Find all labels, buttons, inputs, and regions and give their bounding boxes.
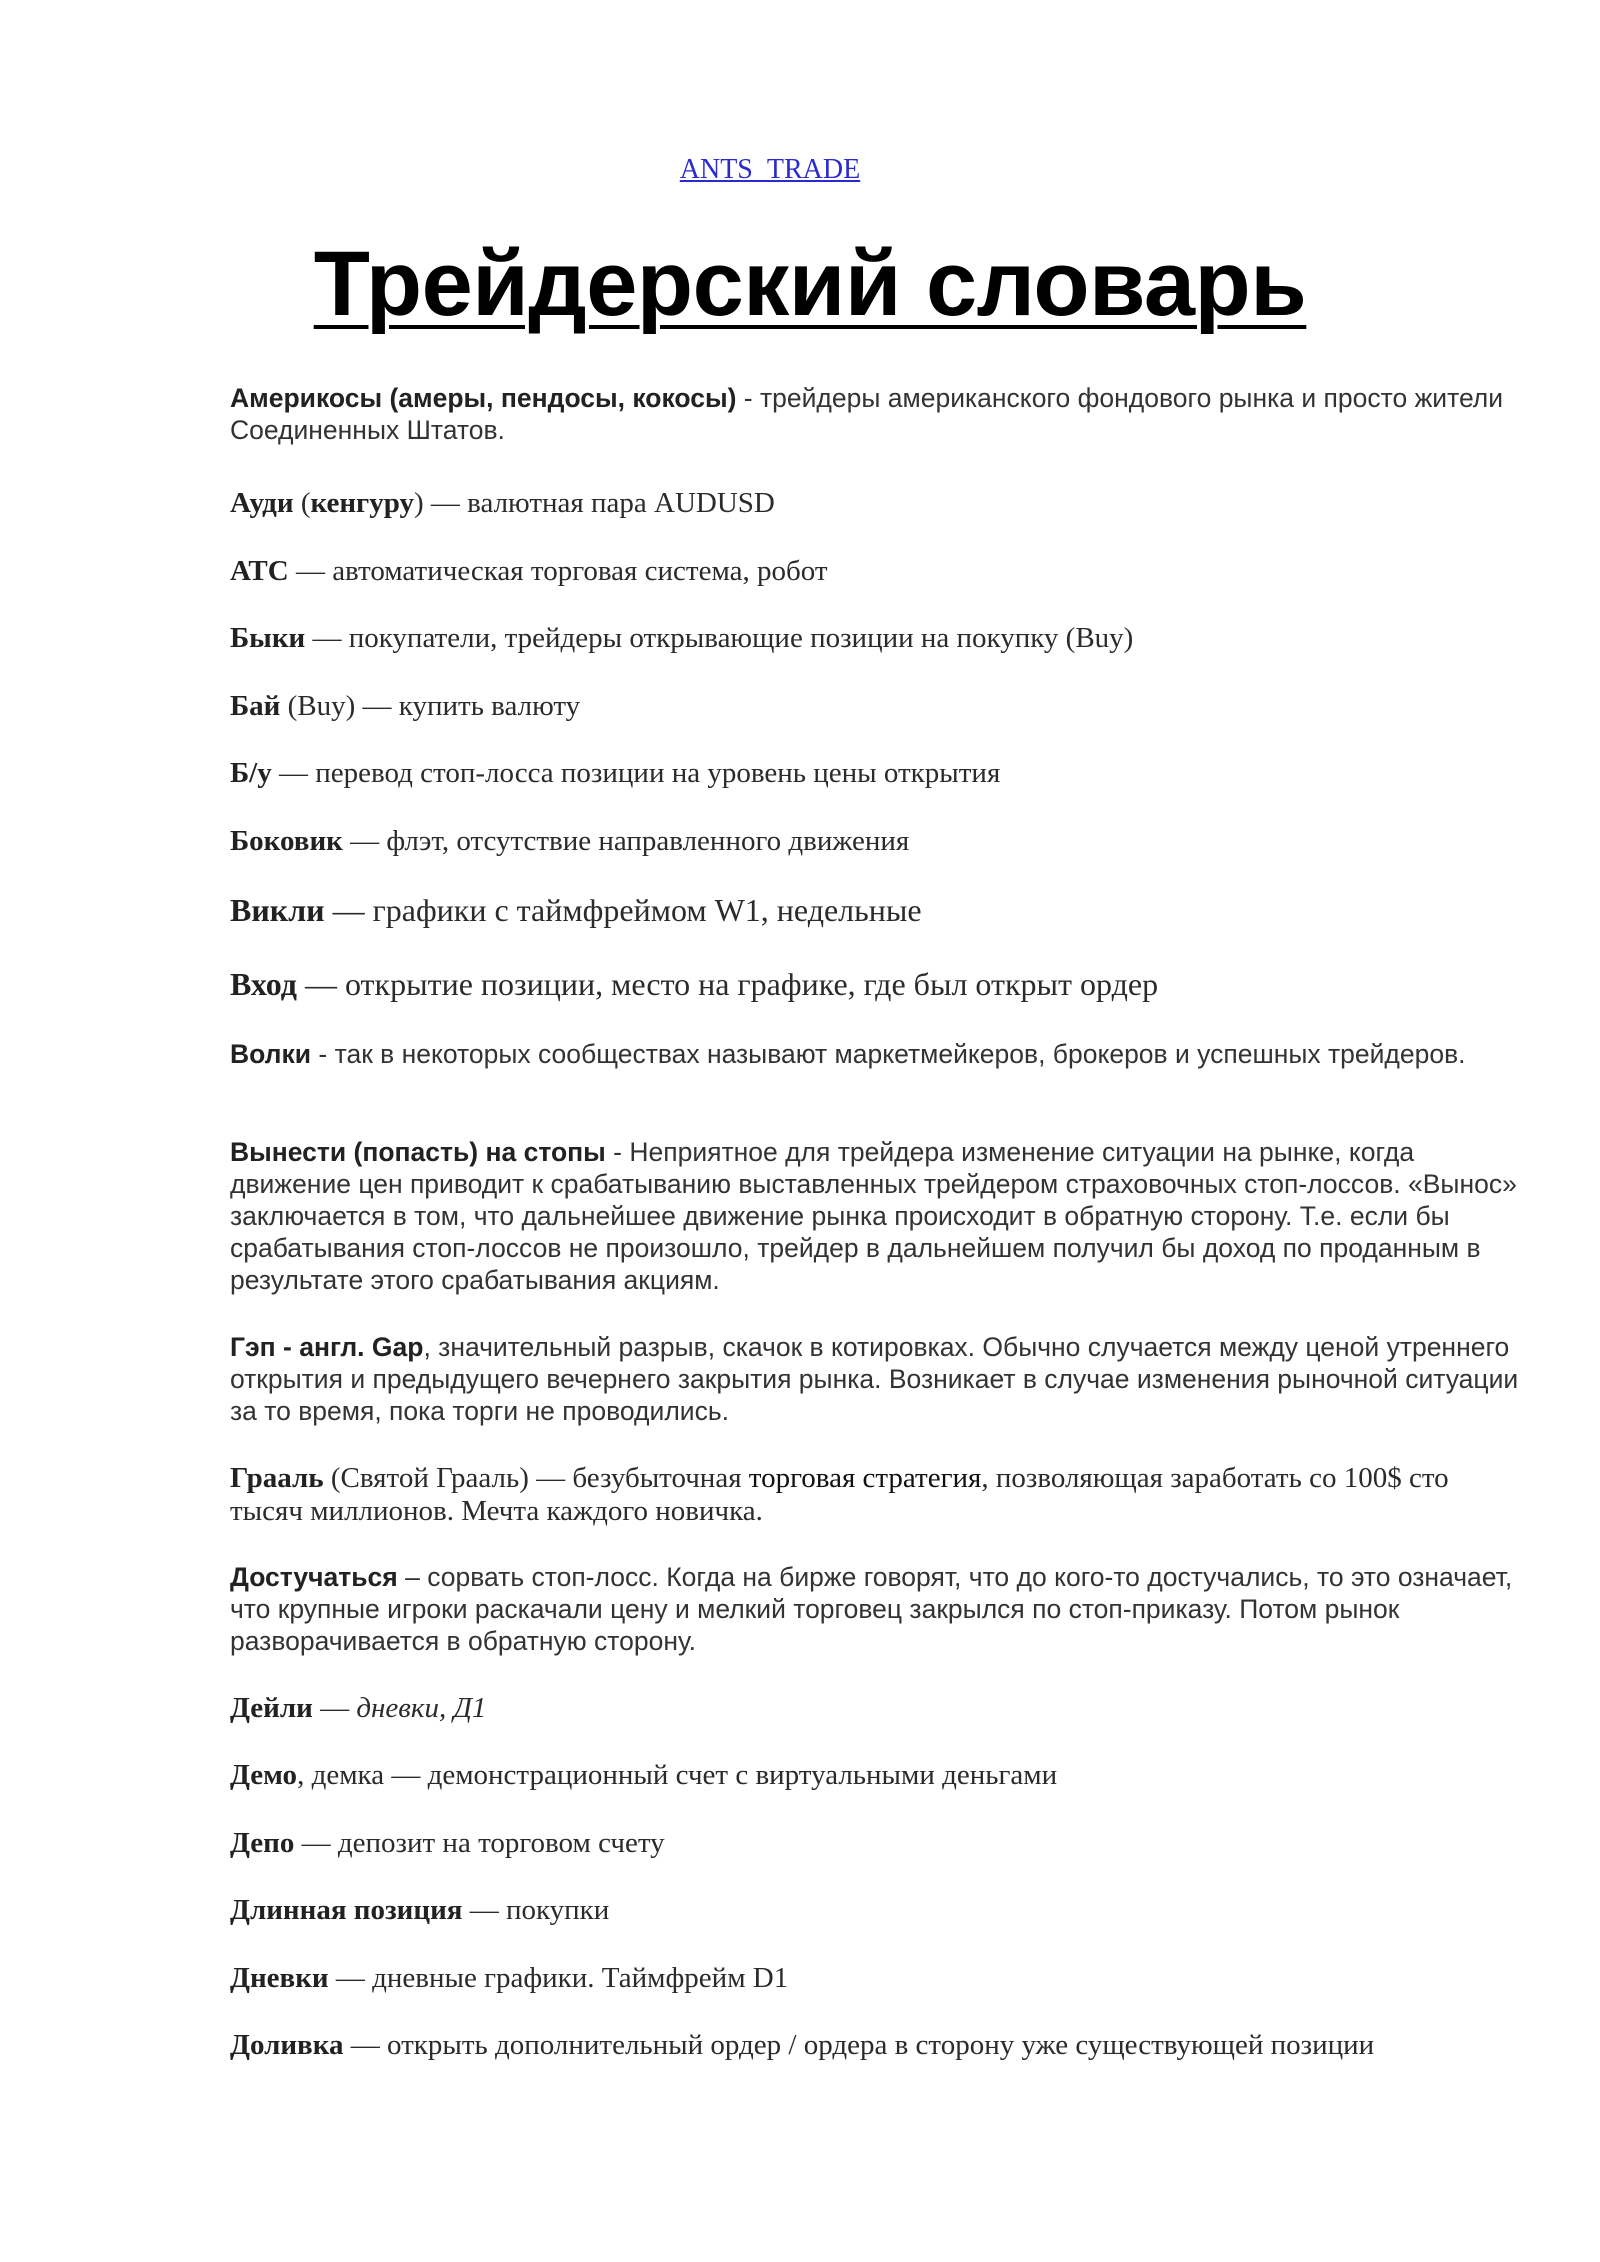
glossary-entry-vynesti (230, 1136, 1520, 1296)
entry-paren-open: ( (293, 487, 311, 519)
glossary-entry-dnevki (230, 1962, 1520, 1995)
entry-term: Депо (230, 1827, 295, 1859)
entry-term: Демо (230, 1759, 298, 1791)
entry-term: Б/у (230, 757, 272, 789)
entry-term: Дневки (230, 1962, 329, 1994)
glossary-entry-depo (230, 1827, 1520, 1860)
entry-term: Вынести (попасть) на стопы (230, 1137, 606, 1167)
entry-definition: перевод стоп-лосса позиции на уровень цены открытия (315, 757, 1001, 789)
entry-separator: , (297, 1759, 312, 1791)
page-title: Трейдерский словарь (313, 233, 1307, 335)
glossary-entry-vikli (230, 892, 1520, 928)
entry-definition: депозит на торговом счету (337, 1827, 665, 1859)
entry-definition: (Buy) — купить валюту (287, 690, 581, 722)
glossary-entry-graal (230, 1462, 1520, 1528)
entry-definition: дневки, Д1 (356, 1692, 487, 1724)
entry-term: АТС (230, 555, 289, 587)
glossary-entry-dlinnaya-pozitsiya (230, 1894, 1520, 1927)
entry-term: Америкосы (амеры, пендосы, кокосы) (230, 383, 737, 413)
entry-term-alias: кенгуру (310, 487, 414, 519)
entry-term: Викли (230, 892, 325, 928)
entry-definition: флэт, отсутствие направленного движения (386, 825, 910, 857)
entry-definition-emphasis: торговая стратегия (748, 1462, 982, 1494)
entry-term: Бай (230, 690, 281, 722)
glossary-entry-demo (230, 1759, 1520, 1792)
entry-definition: графики с таймфреймом W1, недельные (372, 892, 922, 928)
entry-separator: , (423, 1332, 439, 1362)
entry-definition: открыть дополнительный ордер / ордера в сторону уже существующей позиции (386, 2029, 1375, 2061)
entry-separator: - (311, 1039, 335, 1069)
glossary-entry-gep (230, 1331, 1520, 1427)
entry-term: Дейли (230, 1692, 313, 1724)
entry-definition: дневные графики. Таймфрейм D1 (372, 1962, 789, 1994)
entry-term: Ауди (230, 487, 294, 519)
entry-separator: — (328, 1962, 373, 1994)
glossary-entry-bu (230, 757, 1520, 790)
entry-definition: сорвать стоп-лосс. Когда на бирже говорят, что до кого-то достучались, то это означает, что крупные игроки раскачали цену и мелкий торговец закрылся по стоп-приказу. Потом рынок разворачивается в обратную сторону. (230, 1562, 1513, 1656)
entry-separator: — (305, 622, 349, 654)
entry-definition: демка — демонстрационный счет с виртуальными деньгами (311, 1759, 1058, 1791)
glossary-entry-bai (230, 690, 1520, 723)
entry-separator: — (343, 2029, 387, 2061)
entry-term: Вход (230, 966, 297, 1002)
entry-separator (280, 690, 287, 722)
entry-definition: так в некоторых сообществах называют маркетмейкеров, брокеров и успешных трейдеров. (334, 1039, 1466, 1069)
entry-separator (324, 1462, 331, 1494)
entry-definition: значительный разрыв, скачок в котировках. Обычно случается между ценой утреннего открытия и предыдущего вечернего закрытия рынка. Возникает в случае изменения рыночной ситуации за то время, пока торги не проводились. (230, 1332, 1519, 1426)
entry-term: Длинная позиция (230, 1894, 463, 1926)
glossary-entry-audi (230, 487, 1520, 520)
entry-separator: - (605, 1137, 630, 1167)
glossary-entry-deili (230, 1692, 1520, 1725)
entry-separator: — (462, 1894, 506, 1926)
glossary-entry-volki (230, 1038, 1520, 1070)
entry-separator: — (288, 555, 333, 587)
entry-separator: - (736, 383, 760, 413)
entry-term: Волки (230, 1039, 312, 1069)
entry-separator: — (324, 892, 373, 928)
entry-definition: автоматическая торговая система, робот (332, 555, 828, 587)
glossary-entry-vkhod (230, 966, 1520, 1002)
entry-definition: покупатели, трейдеры открывающие позиции на покупку (Buy) (348, 622, 1134, 654)
entry-definition-part-a: (Святой Грааль) — безубыточная (330, 1462, 749, 1494)
entry-definition-part-b: , позволяющая заработать со 100$ сто тысяч миллионов. Мечта каждого новичка. (230, 1462, 1449, 1527)
glossary-entry-byki (230, 622, 1520, 655)
glossary-entry-dolivka (230, 2029, 1520, 2062)
entry-separator: — (296, 966, 345, 1002)
entry-term: Гэп - англ. Gap (230, 1332, 424, 1362)
entry-separator: — (294, 1827, 338, 1859)
ants-trade-link[interactable]: ANTS_TRADE (679, 154, 861, 185)
glossary-entry-ats (230, 555, 1520, 588)
entry-separator: — (423, 487, 468, 519)
entry-definition: открытие позиции, место на графике, где был открыт ордер (344, 966, 1159, 1002)
entry-separator: — (271, 757, 316, 789)
glossary-entry-amerikosy (230, 382, 1520, 446)
entry-separator: – (397, 1562, 428, 1592)
glossary-entry-bokovik (230, 825, 1520, 858)
entry-term: Боковик (230, 825, 343, 857)
entry-term: Достучаться (230, 1562, 398, 1592)
entry-paren-close: ) (413, 487, 424, 519)
entry-definition: Неприятное для трейдера изменение ситуации на рынке, когда движение цен приводит к срабатыванию выставленных трейдером страховочных стоп-лоссов. «Вынос» заключается в том, что дальнейшее движение рынка происходит в обратную сторону. Т.е. если бы срабатывания стоп-лоссов не произошло, трейдер в дальнейшем получил бы доход по проданным в результате этого срабатывания акциям. (230, 1137, 1517, 1295)
entry-separator: — (342, 825, 387, 857)
entry-definition: трейдеры американского фондового рынка и просто жители Соединенных Штатов. (230, 383, 1504, 445)
entry-term: Доливка (230, 2029, 344, 2061)
glossary-entry-dostuchatsya (230, 1561, 1520, 1657)
entry-separator: — (312, 1692, 357, 1724)
entry-definition: валютная пара AUDUSD (467, 487, 775, 519)
entry-term: Быки (230, 622, 306, 654)
entry-definition: покупки (505, 1894, 610, 1926)
entry-term: Грааль (230, 1462, 324, 1494)
